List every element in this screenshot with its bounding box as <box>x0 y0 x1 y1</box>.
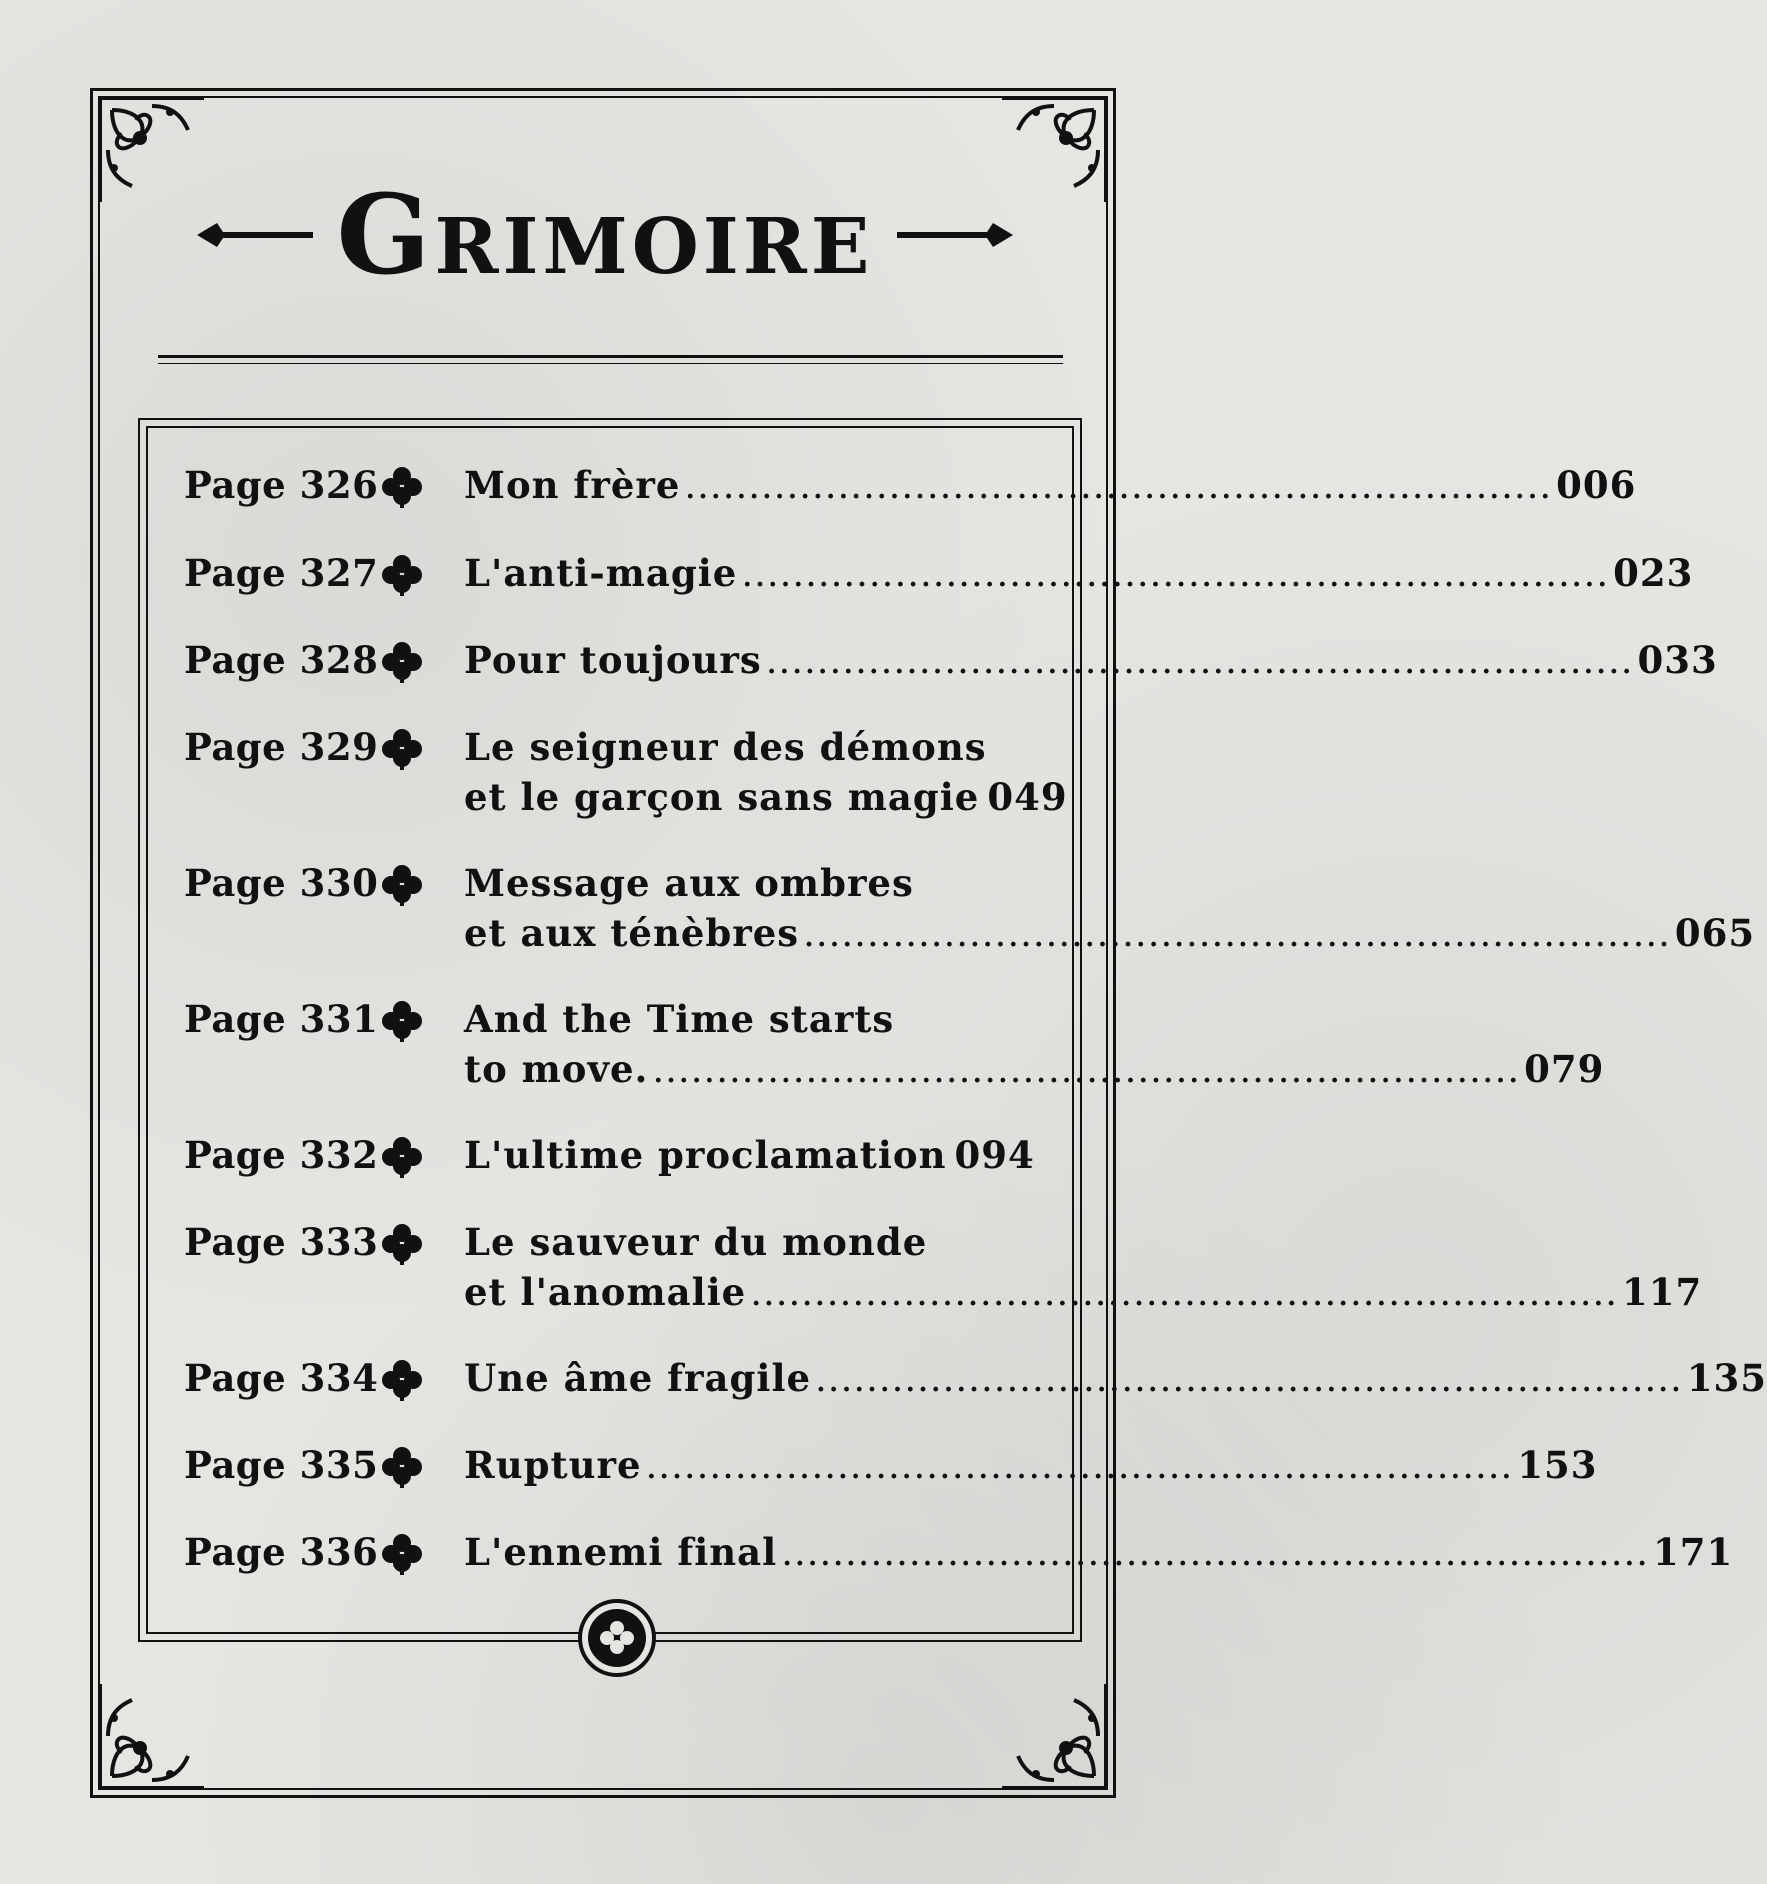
toc-page-label: Page 334 <box>184 1356 379 1400</box>
title-ornament-right-icon <box>895 215 1015 255</box>
toc-leader-dots: .................................................................... <box>741 552 1610 595</box>
toc-page-label: Page 326 <box>184 463 379 507</box>
toc-leader-dots: .................................................................... <box>781 1531 1649 1574</box>
toc-chapter-title: Une âme fragile <box>464 1356 812 1400</box>
toc-chapter-line <box>464 1440 1598 1491</box>
toc-page-label: Page 328 <box>184 638 379 682</box>
clover-icon <box>380 863 424 907</box>
toc-chapter <box>464 1130 1034 1181</box>
page-title: Grimoire <box>336 170 874 299</box>
toc-chapter-line <box>464 1130 1034 1181</box>
toc-chapter <box>464 722 1068 823</box>
clover-icon <box>380 1358 424 1402</box>
toc-chapter-line <box>464 635 1718 686</box>
toc-chapter-line <box>464 460 1637 511</box>
toc-chapter <box>464 1353 1767 1404</box>
toc-chapter-title: L'ennemi final <box>464 1530 778 1574</box>
toc-chapter <box>464 994 1605 1095</box>
toc-chapter-title: to move. <box>464 1047 649 1091</box>
toc-page-number: 065 <box>1674 911 1756 955</box>
toc-leader-dots: .................................................................... <box>750 1271 1618 1314</box>
clover-icon <box>380 640 424 684</box>
toc-leader-dots: .................................................................... <box>684 464 1553 507</box>
toc-chapter <box>464 858 1756 959</box>
toc-page-number: 023 <box>1613 551 1694 595</box>
toc-page-label: Page 335 <box>184 1443 379 1487</box>
toc-chapter-title: Le sauveur du monde <box>464 1220 928 1264</box>
clover-icon <box>380 999 424 1043</box>
toc-page-number: 117 <box>1622 1270 1703 1314</box>
toc-page-number: 049 <box>987 775 1068 819</box>
toc-chapter <box>464 460 1637 511</box>
toc-chapter <box>464 548 1694 599</box>
ornamental-corner-icon <box>92 1676 212 1796</box>
toc-page-label: Page 331 <box>184 997 379 1041</box>
toc-chapter-title: L'ultime proclamation <box>464 1133 947 1177</box>
toc-chapter <box>464 1217 1703 1318</box>
clover-icon <box>380 1222 424 1266</box>
toc-page-label: Page 336 <box>184 1530 379 1574</box>
toc-chapter-title: Message aux ombres <box>464 861 914 905</box>
title-rule <box>158 355 1063 358</box>
clover-icon <box>380 1445 424 1489</box>
toc-chapter-title: L'anti-magie <box>464 551 738 595</box>
toc-page-number: 171 <box>1652 1530 1734 1574</box>
ornamental-corner-icon <box>994 1676 1114 1796</box>
toc-chapter-title: Rupture <box>464 1443 642 1487</box>
clover-icon <box>380 1135 424 1179</box>
clover-icon <box>380 727 424 771</box>
toc-page-label: Page 333 <box>184 1220 379 1264</box>
toc-page-label: Page 330 <box>184 861 379 905</box>
toc-chapter-line <box>464 1527 1734 1578</box>
toc-chapter-title: Mon frère <box>464 463 681 507</box>
toc-page-label: Page 327 <box>184 551 379 595</box>
toc-page-number: 135 <box>1686 1356 1767 1400</box>
toc-leader-dots: .................................................................... <box>645 1444 1514 1487</box>
toc-chapter <box>464 1440 1598 1491</box>
title-ornament-left-icon <box>195 215 315 255</box>
toc-chapter-title: Pour toujours <box>464 638 762 682</box>
toc-page-label: Page 332 <box>184 1133 379 1177</box>
toc-leader-dots: .................................................................... <box>765 639 1634 682</box>
toc-chapter-title: And the Time starts <box>464 997 895 1041</box>
toc-chapter-line <box>464 1267 1703 1318</box>
toc-leader-dots: .................................................................... <box>803 912 1671 955</box>
clover-medallion-icon <box>577 1598 657 1678</box>
toc-page-number: 079 <box>1524 1047 1605 1091</box>
toc-page-number: 094 <box>954 1133 1035 1177</box>
toc-chapter-title: et le garçon sans magie <box>464 775 980 819</box>
clover-icon <box>380 553 424 597</box>
toc-page-number: 006 <box>1556 463 1637 507</box>
clover-icon <box>380 1532 424 1576</box>
toc-chapter-title: Le seigneur des démons <box>464 725 987 769</box>
toc-chapter-line <box>464 772 1068 823</box>
toc-chapter-line <box>464 1044 1605 1095</box>
toc-page-label: Page 329 <box>184 725 379 769</box>
toc-chapter-line <box>464 1353 1767 1404</box>
toc-chapter-title: et l'anomalie <box>464 1270 747 1314</box>
toc-chapter-title: et aux ténèbres <box>464 911 800 955</box>
toc-chapter-line <box>464 908 1756 959</box>
clover-icon <box>380 465 424 509</box>
toc-chapter <box>464 635 1718 686</box>
toc-leader-dots: .................................................................... <box>815 1357 1683 1400</box>
title-rule-thin <box>158 363 1063 364</box>
toc-chapter <box>464 1527 1734 1578</box>
title-row <box>140 160 1070 310</box>
toc-page-number: 153 <box>1517 1443 1598 1487</box>
toc-page-number: 033 <box>1637 638 1718 682</box>
toc-chapter-line <box>464 548 1694 599</box>
toc-leader-dots: .................................................................... <box>652 1048 1521 1091</box>
